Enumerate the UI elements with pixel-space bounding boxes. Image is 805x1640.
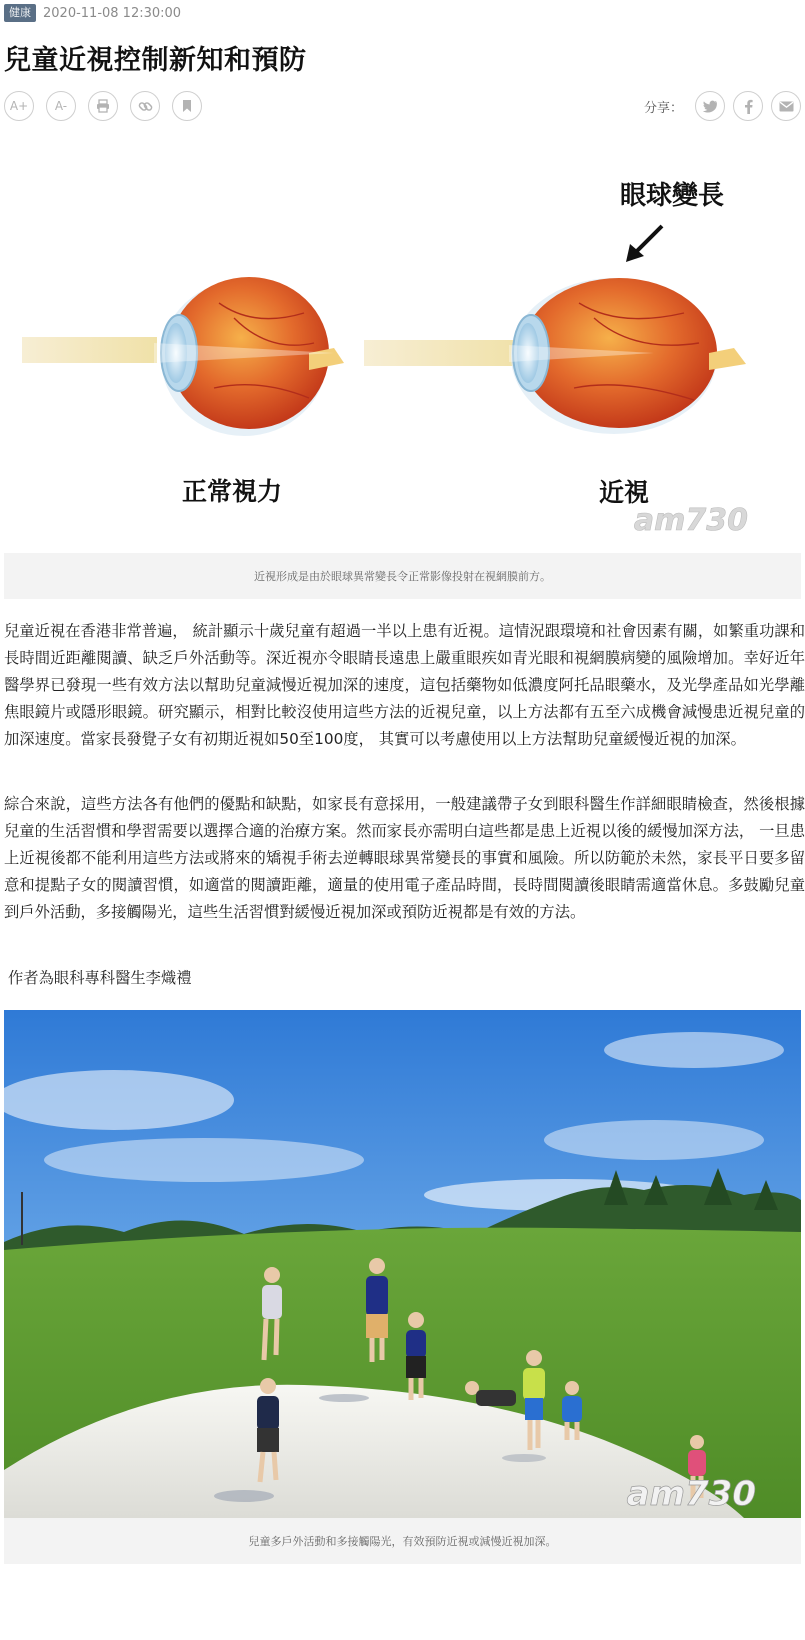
share-label: 分享： (643, 100, 683, 116)
share-bar (644, 91, 801, 121)
body-paragraph: 兒童近視在香港非常普遍， 統計顯示十歲兒童有超過一半以上患有近視。這情況跟環境和社會因素有關，如繁重功課和長時間近距離閱讀、缺乏戶外活動等。深近視亦令眼睛長遠患上嚴重眼疾如青光眼和視網膜病變的風險增加。幸好近年醫學界已發現一些有效方法以幫助兒童減慢近視加深的速度，這包括藥物如低濃度阿托品眼藥水，及光學產品如光學離焦眼鏡片或隱形眼鏡。研究顯示，相對比較沒使用這些方法的近視兒童，以上方法都有五至六成機會減慢患近視兒童的加深速度。當家長發覺子女有初期近視如50至100度， 其實可以考慮使用以上方法幫助兒童緩慢近視的加深。 (4, 622, 805, 748)
printer-icon (96, 99, 110, 113)
outdoor-photo-figure (4, 1010, 801, 1518)
watermark-logo: am730 (626, 1474, 756, 1514)
print-button[interactable] (88, 91, 118, 121)
share-facebook-button[interactable] (733, 91, 763, 121)
bookmark-icon (181, 99, 193, 113)
category-tag[interactable]: 健康 (4, 4, 36, 22)
label-myopia: 近視 (598, 478, 650, 507)
eye-diagram-illustration (4, 138, 801, 553)
share-email-button[interactable] (771, 91, 801, 121)
font-decrease-button[interactable]: A- (46, 91, 76, 121)
twitter-icon (703, 100, 718, 113)
publish-date: 2020-11-08 12:30:00 (43, 5, 182, 21)
label-elongated: 眼球變長 (619, 181, 725, 211)
author-line: 作者為眼科專科醫生李熾禮 (8, 969, 192, 987)
link-icon (138, 99, 153, 114)
article-tools (4, 91, 214, 121)
body-paragraph: 綜合來說，這些方法各有他們的優點和缺點，如家長有意採用，一般建議帶子女到眼科醫生作詳細眼睛檢查，然後根據兒童的生活習慣和學習需要以選擇合適的治療方案。然而家長亦需明白這些都是患上近視以後的緩慢加深方法， 一旦患上近視後都不能利用這些方法或將來的矯視手術去逆轉眼球異常變長的事實和風險。所以防範於未然，家長平日要多留意和提點子女的閱讀習慣，如適當的閱讀距離，適量的使用電子產品時間，長時間閱讀後眼睛需適當休息。多鼓勵兒童到戶外活動，多接觸陽光，這些生活習慣對緩慢近視加深或預防近視都是有效的方法。 (4, 795, 805, 921)
watermark-logo: am730 (633, 503, 748, 538)
email-icon (779, 101, 794, 112)
figure1-caption: 近視形成是由於眼球異常變長令正常影像投射在視網膜前方。 (4, 553, 801, 599)
facebook-icon (744, 99, 753, 114)
font-increase-button[interactable]: A+ (4, 91, 34, 121)
article-title: 兒童近視控制新知和預防 (4, 45, 307, 76)
bookmark-button[interactable] (172, 91, 202, 121)
copy-link-button[interactable] (130, 91, 160, 121)
figure2-caption: 兒童多戶外活動和多接觸陽光，有效預防近視或減慢近視加深。 (4, 1518, 801, 1564)
children-playing-photo (4, 1010, 801, 1518)
eye-diagram-figure (4, 138, 801, 553)
article-meta (4, 3, 181, 23)
label-normal-vision: 正常視力 (181, 477, 283, 506)
share-twitter-button[interactable] (695, 91, 725, 121)
